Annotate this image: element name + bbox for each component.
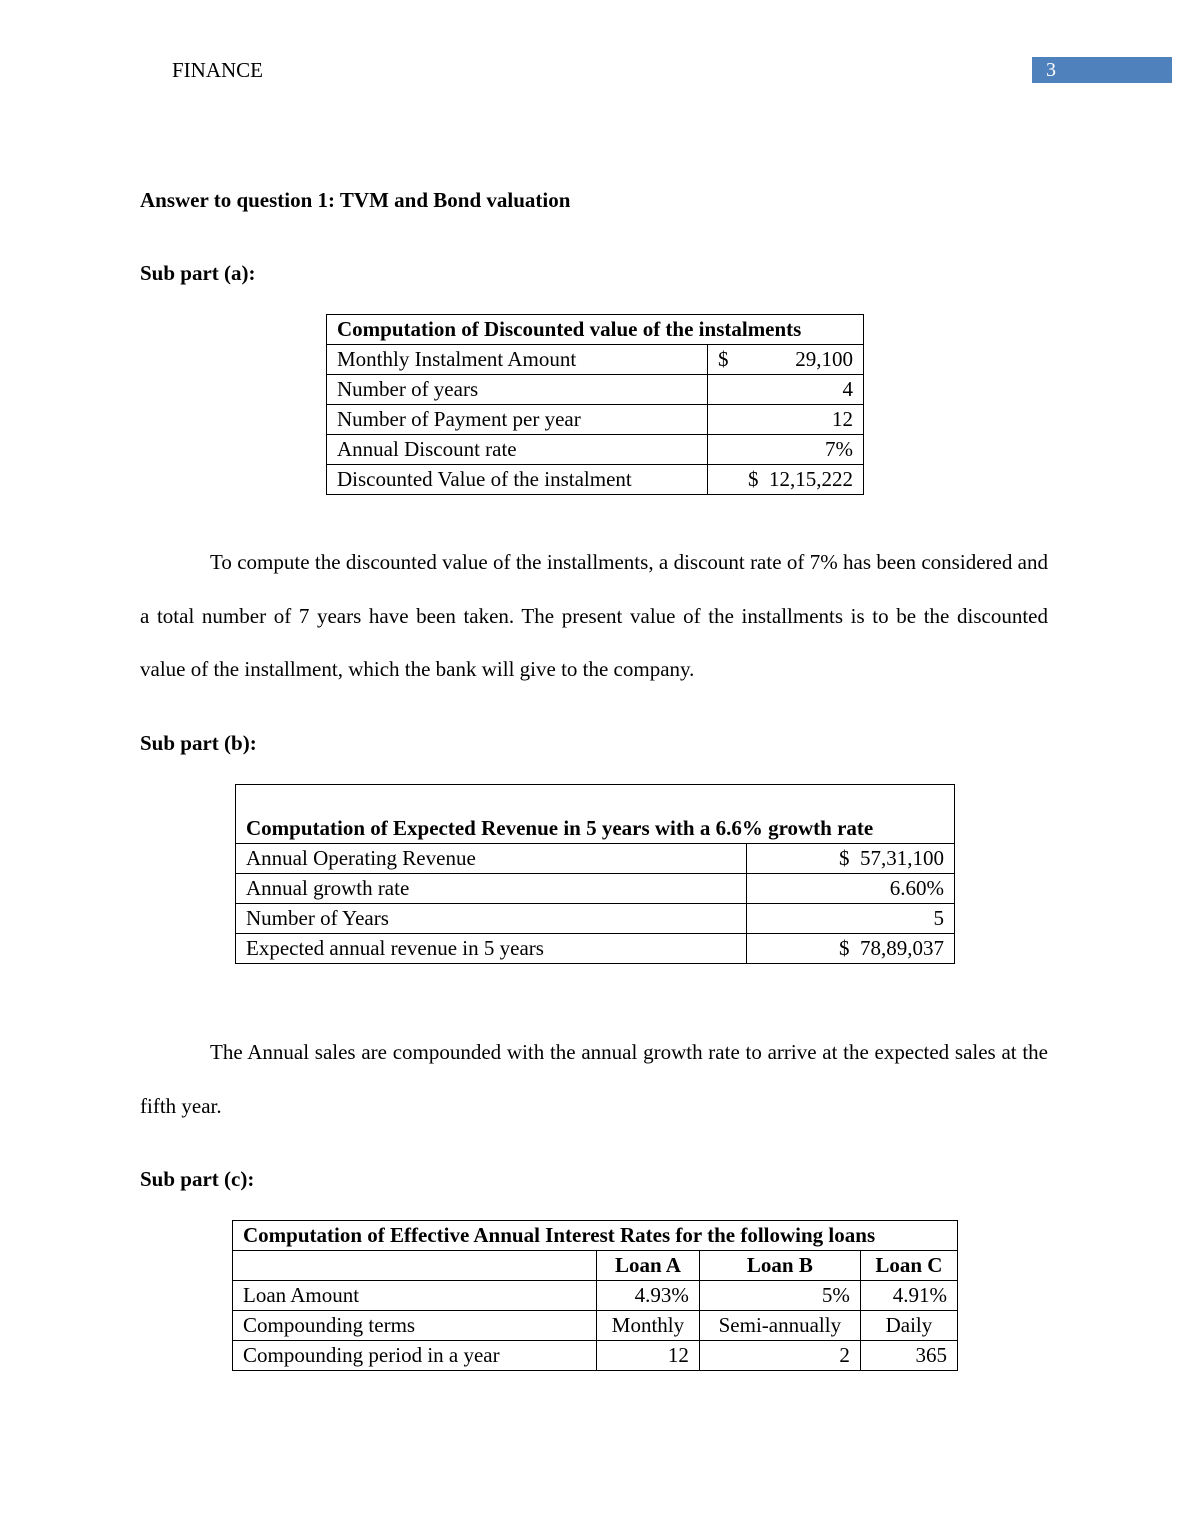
paragraph-a xyxy=(140,536,1048,697)
row-label: Number of Years xyxy=(236,904,747,934)
table-row xyxy=(236,874,955,904)
table-row xyxy=(233,1281,958,1311)
table-title: Computation of Expected Revenue in 5 years with a 6.6% growth rate xyxy=(236,785,955,844)
paragraph-text: The Annual sales are compounded with the annual growth rate to arrive at the expected sales at the fifth year. xyxy=(140,1040,1048,1118)
column-header: Loan B xyxy=(699,1251,860,1281)
cell-loan-a: 4.93% xyxy=(597,1281,700,1311)
row-label: Number of years xyxy=(327,375,708,405)
row-value: 5 xyxy=(747,904,955,934)
row-label: Compounding period in a year xyxy=(233,1341,597,1371)
amount: 29,100 xyxy=(795,347,853,371)
currency-symbol: $ xyxy=(718,347,729,371)
row-label: Number of Payment per year xyxy=(327,405,708,435)
table-row xyxy=(233,1341,958,1371)
amount: 12,15,222 xyxy=(769,467,853,491)
column-header xyxy=(233,1251,597,1281)
column-header: Loan C xyxy=(860,1251,957,1281)
row-label: Annual Discount rate xyxy=(327,435,708,465)
cell-loan-c: 4.91% xyxy=(860,1281,957,1311)
table-row xyxy=(327,345,864,375)
cell-loan-b: 5% xyxy=(699,1281,860,1311)
cell-loan-a: 12 xyxy=(597,1341,700,1371)
cell-loan-b: Semi-annually xyxy=(699,1311,860,1341)
row-label: Annual Operating Revenue xyxy=(236,844,747,874)
row-value: 4 xyxy=(708,375,864,405)
effective-rate-table xyxy=(232,1220,958,1371)
sub-part-c-heading: Sub part (c): xyxy=(140,1167,255,1191)
table-row xyxy=(327,375,864,405)
currency-symbol: $ xyxy=(748,467,759,491)
row-value: 12 xyxy=(708,405,864,435)
row-value: $ 57,31,100 xyxy=(747,844,955,874)
table-header-row xyxy=(233,1251,958,1281)
cell-loan-c: Daily xyxy=(860,1311,957,1341)
row-value xyxy=(708,465,864,495)
row-value xyxy=(708,345,864,375)
row-label: Compounding terms xyxy=(233,1311,597,1341)
table-title: Computation of Discounted value of the instalments xyxy=(327,315,864,345)
table-row xyxy=(236,844,955,874)
row-value: 7% xyxy=(708,435,864,465)
table-row xyxy=(236,934,955,964)
row-label: Monthly Instalment Amount xyxy=(327,345,708,375)
sub-part-b-heading: Sub part (b): xyxy=(140,731,257,755)
question-heading: Answer to question 1: TVM and Bond valuation xyxy=(140,188,571,212)
sub-part-a-heading: Sub part (a): xyxy=(140,261,256,285)
row-label: Annual growth rate xyxy=(236,874,747,904)
cell-loan-c: 365 xyxy=(860,1341,957,1371)
expected-revenue-table xyxy=(235,784,955,964)
row-label: Discounted Value of the instalment xyxy=(327,465,708,495)
cell-loan-b: 2 xyxy=(699,1341,860,1371)
cell-loan-a: Monthly xyxy=(597,1311,700,1341)
table-row xyxy=(327,435,864,465)
row-label: Loan Amount xyxy=(233,1281,597,1311)
page-number: 3 xyxy=(1032,57,1172,83)
table-row xyxy=(233,1311,958,1341)
row-value: $ 78,89,037 xyxy=(747,934,955,964)
column-header: Loan A xyxy=(597,1251,700,1281)
paragraph-text: To compute the discounted value of the installments, a discount rate of 7% has been considered and a total number of 7 years have been taken. The present value of the installments is to be the discounted value of the installment, which the bank will give to the company. xyxy=(140,550,1048,681)
table-row xyxy=(327,405,864,435)
row-label: Expected annual revenue in 5 years xyxy=(236,934,747,964)
table-row xyxy=(327,465,864,495)
table-row xyxy=(236,904,955,934)
discounted-value-table xyxy=(326,314,864,495)
row-value: 6.60% xyxy=(747,874,955,904)
table-title: Computation of Effective Annual Interest Rates for the following loans xyxy=(233,1221,958,1251)
header-title: FINANCE xyxy=(172,58,264,82)
paragraph-b xyxy=(140,1026,1048,1133)
